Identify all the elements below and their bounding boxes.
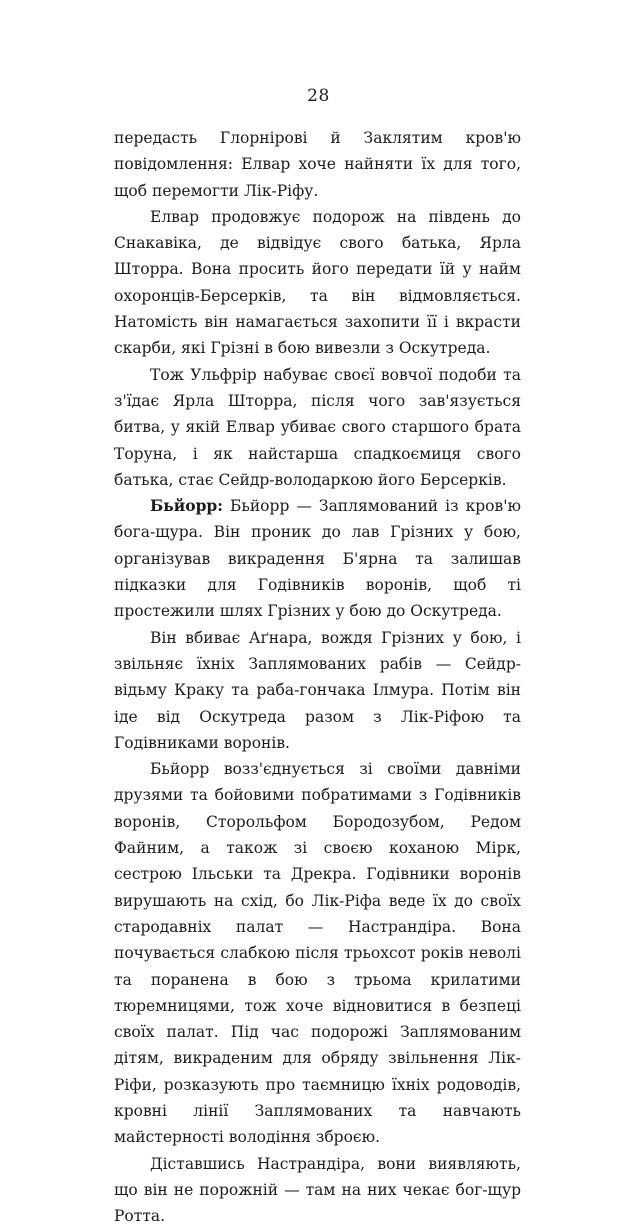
paragraph-text: Бьйорр — Заплямований із кров'ю бога-щура. Він проник до лав Грізних у бою, організував викрадення Б'ярна та залишав підказки для Годівників воронів, щоб ті простежили шлях Грізних у бою до Оскутреда. <box>114 497 521 621</box>
paragraph-with-term <box>114 493 521 624</box>
paragraph: Бьйорр возз'єднується зі своїми давніми друзями та бойовими побратимами з Годівників воронів, Сторольфом Бородозубом, Редом Файним, а також зі своєю коханою Мірк, сестрою Ільськи та Дрекра. Годівники воронів вирушають на схід, бо Лік-Ріфа веде їх до своїх стародавніх палат — Настрандіра. Вона почувається слабкою після трьохсот років неволі та поранена в бою з трьома крилатими тюремницями, тож хоче відновитися в безпеці своїх палат. Під час подорожі Заплямованим дітям, викраденим для обряду звільнення Лік-Ріфи, розказують про таємницю їхніх родоводів, кровні лінії Заплямованих та навчають майстерності володіння зброєю. <box>114 760 521 1147</box>
paragraph: Елвар продовжує подорож на південь до Снакавіка, де відвідує свого батька, Ярла Шторра. Вона просить його передати їй у найм охоронців-Берсерків, та він відмовляється. Натомість він намагається захопити її і вкрасти скарби, які Грізні в бою вивезли з Оскутреда. <box>114 207 521 358</box>
paragraph: Діставшись Настрандіра, вони виявляють, що він не порожній — там на них чекає бог-щур Ротта. <box>114 1154 521 1226</box>
paragraph: передасть Глорнірові й Заклятим кров'ю повідомлення: Елвар хоче найняти їх для того, щоб перемогти Лік-Ріфу. <box>114 129 521 200</box>
term-label: Бьйорр: <box>150 496 223 516</box>
page-number: 28 <box>307 86 330 106</box>
paragraph: Тож Ульфрір набуває своєї вовчої подоби та з'їдає Ярла Шторра, після чого зав'язується битва, у якій Елвар убиває свого старшого брата Торуна, і як найстарша спадкоємиця свого батька, стає Сейдр-володаркою його Берсерків. <box>114 365 521 489</box>
paragraph: Він вбиває Аґнара, вождя Грізних у бою, і звільняє їхніх Заплямованих рабів — Сейдр-відьму Краку та раба-гончака Ілмура. Потім він іде від Оскутреда разом з Лік-Ріфою та Годівниками воронів. <box>114 628 521 752</box>
body-text <box>114 125 521 1229</box>
